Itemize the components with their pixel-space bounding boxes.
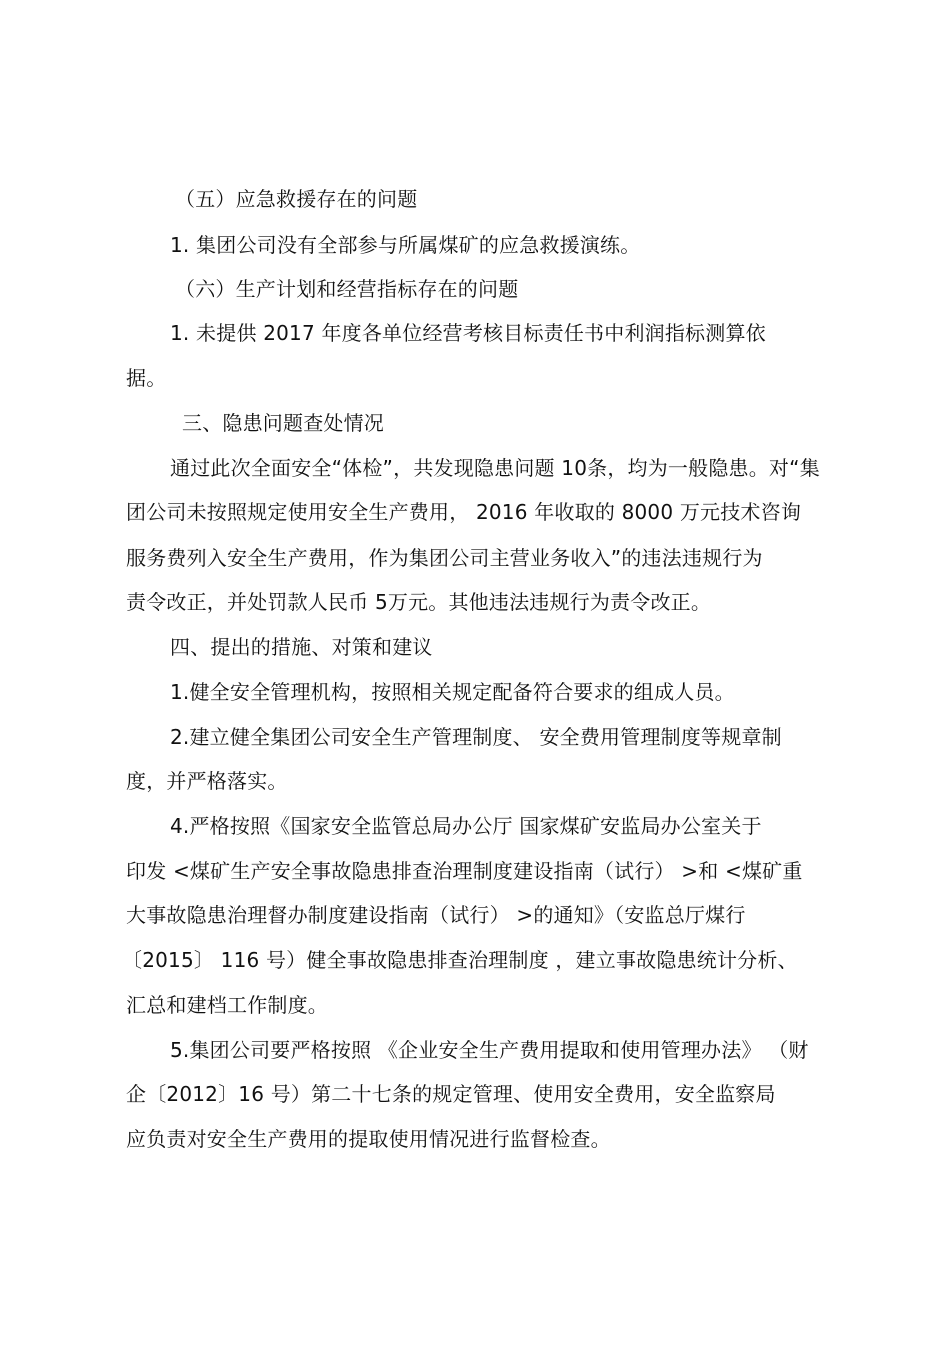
paragraph-line: 1.健全安全管理机构，按照相关规定配备符合要求的组成人员。	[170, 680, 735, 704]
paragraph-line: 应负责对安全生产费用的提取使用情况进行监督检查。	[126, 1127, 611, 1151]
paragraph-line: 4.严格按照《国家安全监管总局办公厅 国家煤矿安监局办公室关于	[170, 814, 762, 838]
paragraph-line: 据。	[126, 366, 167, 390]
section-heading-measures: 四、提出的措施、对策和建议	[170, 635, 433, 659]
section-heading-hazard-handling: 三、隐患问题查处情况	[182, 411, 384, 435]
paragraph-line: 团公司未按照规定使用安全生产费用， 2016 年收取的 8000 万元技术咨询	[126, 500, 802, 524]
paragraph-line: 服务费列入安全生产费用，作为集团公司主营业务收入”的违法违规行为	[126, 546, 763, 570]
section-heading-production-plan: （六）生产计划和经营指标存在的问题	[175, 277, 519, 301]
paragraph-line: 度，并严格落实。	[126, 769, 288, 793]
paragraph-line: 2.建立健全集团公司安全生产管理制度、 安全费用管理制度等规章制	[170, 725, 782, 749]
section-heading-emergency-rescue: （五）应急救援存在的问题	[175, 187, 418, 211]
paragraph-line: 印发 <煤矿生产安全事故隐患排查治理制度建设指南（试行） >和 <煤矿重	[126, 859, 803, 883]
paragraph-line: 1. 未提供 2017 年度各单位经营考核目标责任书中利润指标测算依	[170, 321, 766, 345]
paragraph-line: 大事故隐患治理督办制度建设指南（试行） >的通知》（安监总厅煤行	[126, 903, 746, 927]
paragraph-line: 通过此次全面安全“体检”，共发现隐患问题 10条，均为一般隐患。对“集	[170, 456, 820, 480]
paragraph-line: 企〔2012〕16 号）第二十七条的规定管理、使用安全费用，安全监察局	[126, 1082, 776, 1106]
paragraph-line: 5.集团公司要严格按照 《企业安全生产费用提取和使用管理办法》 （财	[170, 1038, 809, 1062]
paragraph-line: 〔2015〕 116 号）健全事故隐患排查治理制度 ，建立事故隐患统计分析、	[122, 948, 798, 972]
paragraph-line: 责令改正，并处罚款人民币 5万元。其他违法违规行为责令改正。	[126, 590, 712, 614]
paragraph-line: 1. 集团公司没有全部参与所属煤矿的应急救援演练。	[170, 233, 641, 257]
paragraph-line: 汇总和建档工作制度。	[126, 993, 328, 1017]
